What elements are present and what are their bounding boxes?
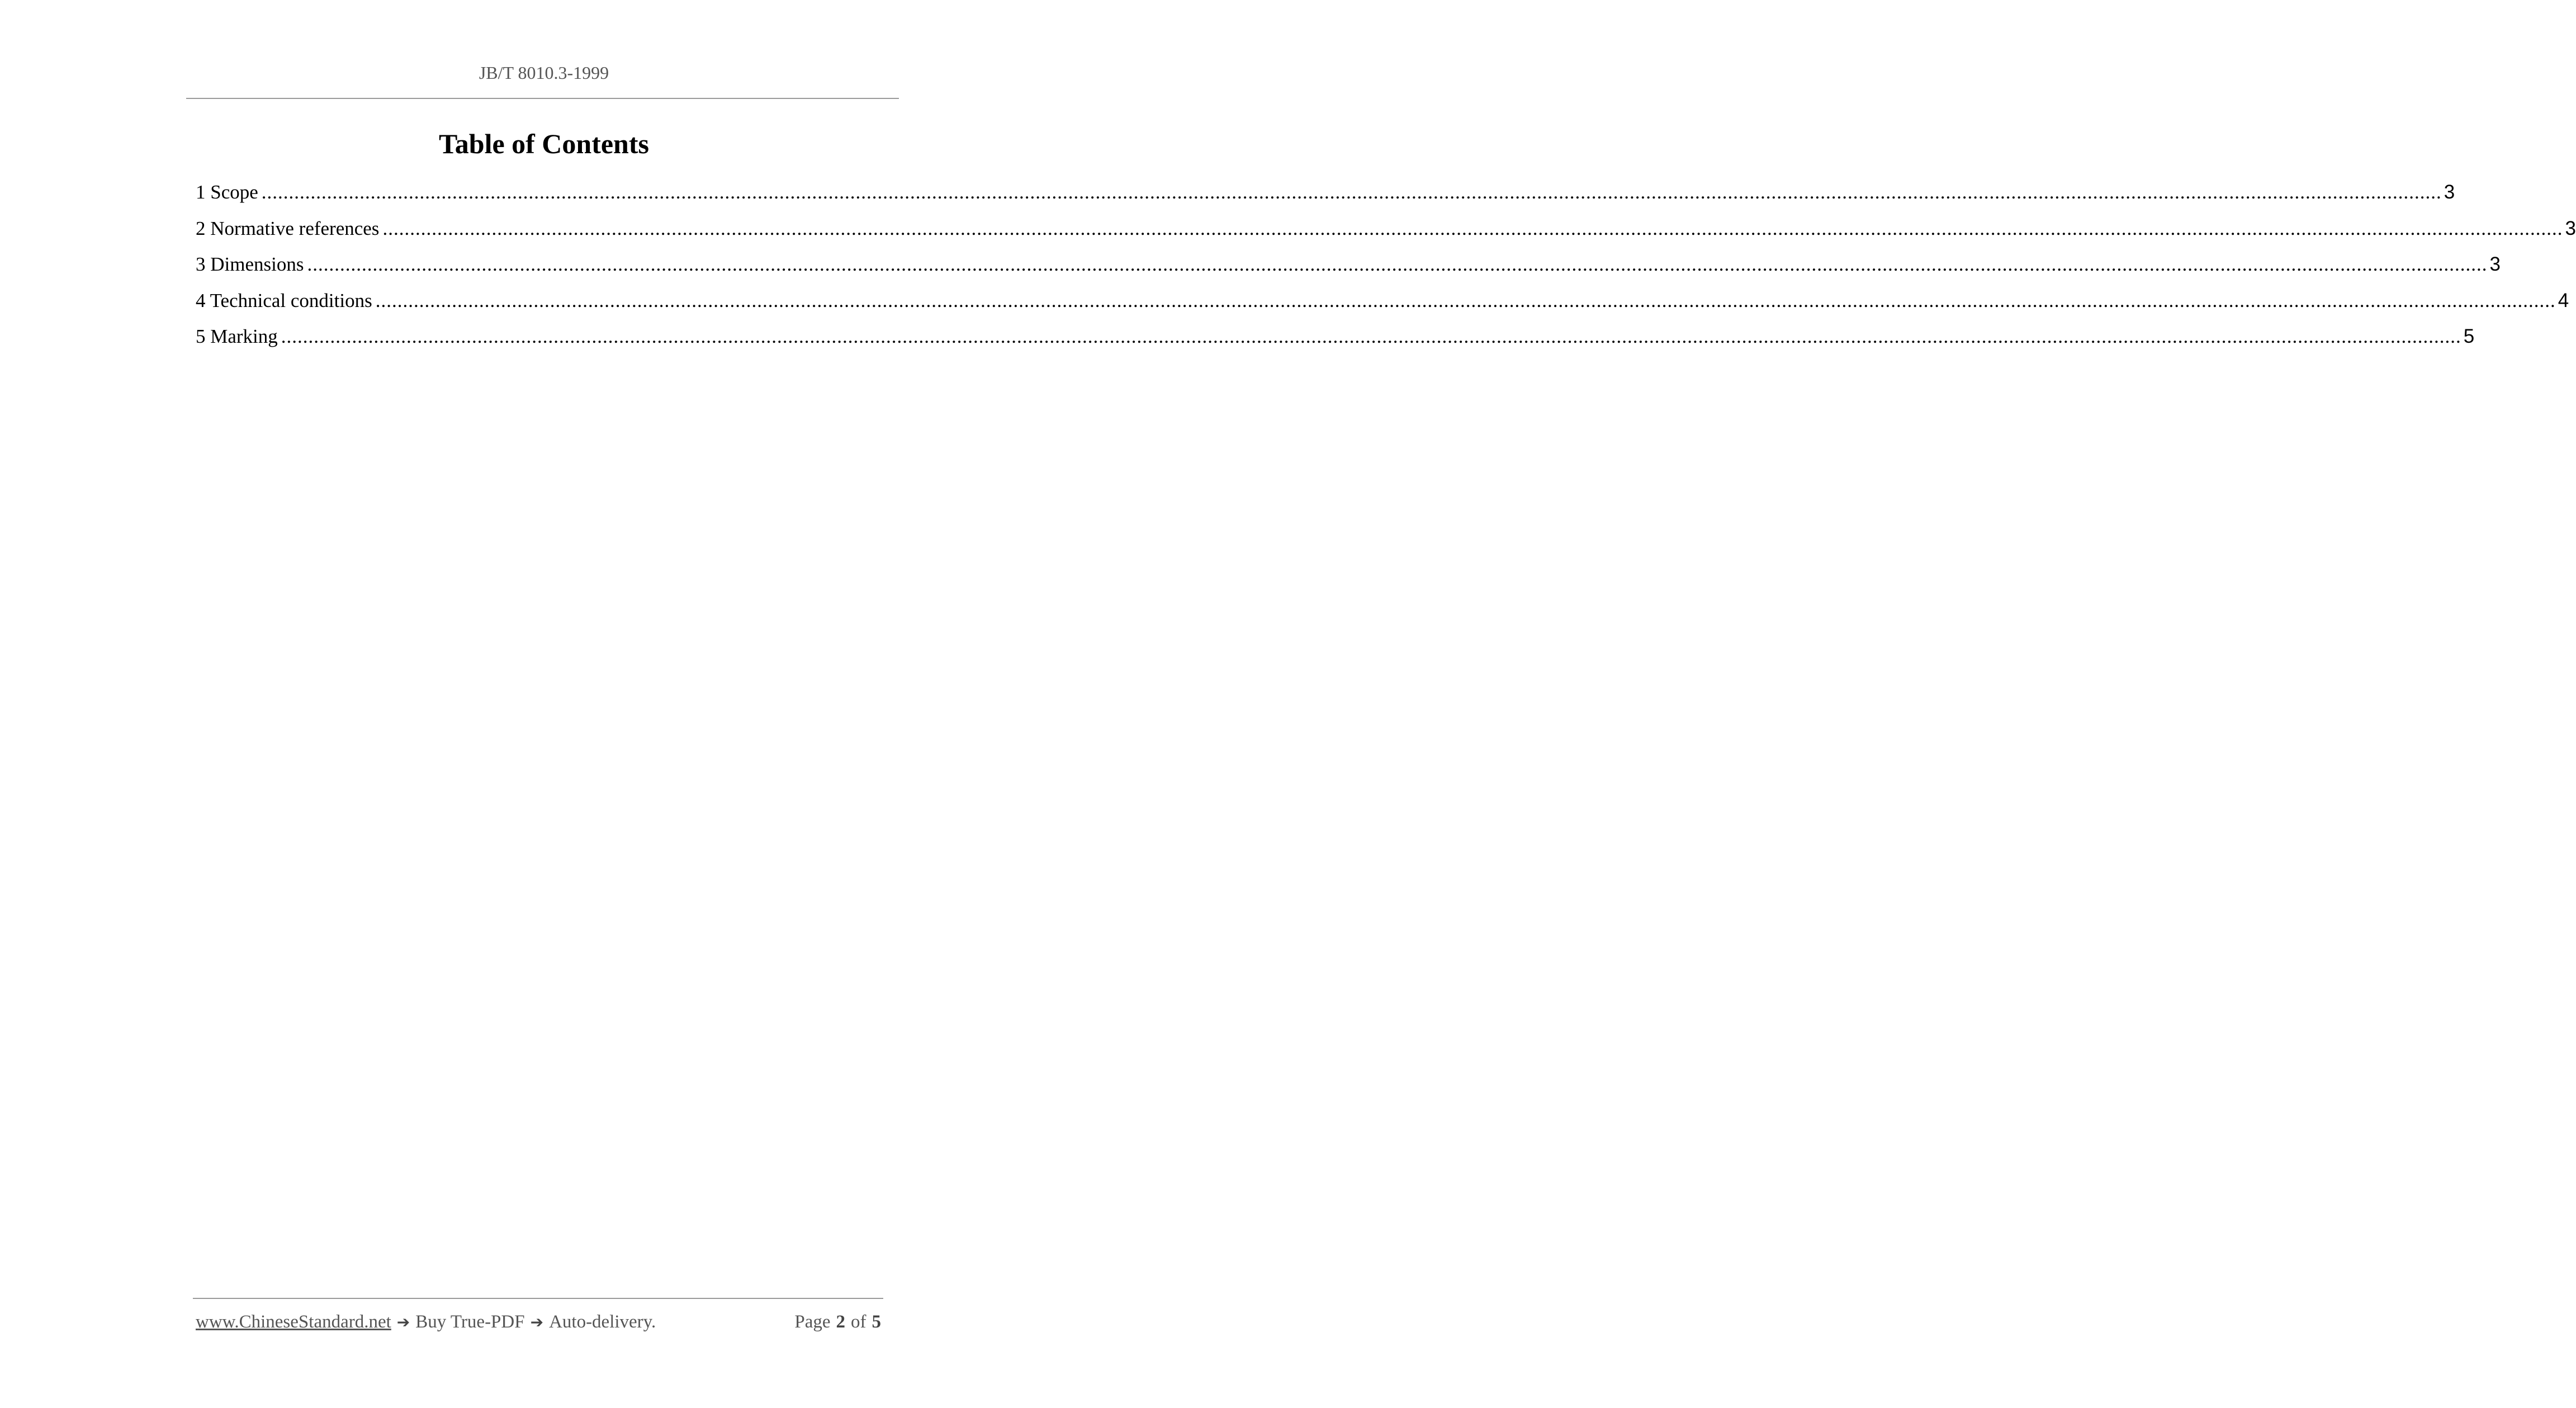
of-word: of <box>851 1312 866 1332</box>
arrow-right-icon: ➔ <box>530 1313 544 1331</box>
footer-step-delivery: Auto-delivery. <box>549 1312 656 1332</box>
toc-entry-label: 1 Scope <box>196 181 258 203</box>
page-indicator <box>794 1312 883 1333</box>
toc-entry-label: 5 Marking <box>196 325 278 347</box>
toc-entry[interactable] <box>196 216 2576 253</box>
toc-entry-label: 2 Normative references <box>196 217 380 239</box>
footer-promo <box>196 1312 656 1333</box>
footer-step-buy: Buy True-PDF <box>415 1312 525 1332</box>
page-footer <box>196 1312 883 1333</box>
toc-title: Table of Contents <box>439 128 649 159</box>
page-word: Page <box>794 1312 831 1332</box>
toc-entry-label: 4 Technical conditions <box>196 289 372 311</box>
footer-divider <box>193 1298 883 1299</box>
header-divider <box>186 98 899 99</box>
toc-entry-page: 3 <box>2489 253 2501 275</box>
toc-entry[interactable] <box>196 180 2455 216</box>
toc-entry-page: 4 <box>2558 289 2569 311</box>
toc-leader-dots: ................................................................................................................................................................................................................................................................................................................................................................................................................ <box>261 181 2442 203</box>
document-id-header: JB/T 8010.3-1999 <box>479 63 609 83</box>
toc-entry[interactable] <box>196 289 2569 325</box>
website-link[interactable]: www.ChineseStandard.net <box>196 1312 391 1332</box>
toc-leader-dots: ................................................................................................................................................................................................................................................................................................................................................................................................................ <box>281 325 2461 347</box>
page-current: 2 <box>836 1312 845 1332</box>
toc-entry-label: 3 Dimensions <box>196 253 304 275</box>
toc-entry[interactable] <box>196 252 2501 289</box>
toc-list <box>196 180 2576 361</box>
toc-leader-dots: ................................................................................................................................................................................................................................................................................................................................................................................................................ <box>382 217 2563 239</box>
page-total: 5 <box>872 1312 881 1332</box>
toc-entry-page: 5 <box>2463 325 2475 347</box>
toc-entry-page: 3 <box>2444 181 2455 203</box>
toc-entry-page: 3 <box>2565 217 2576 239</box>
toc-entry[interactable] <box>196 324 2475 361</box>
arrow-right-icon: ➔ <box>396 1313 410 1331</box>
toc-leader-dots: ................................................................................................................................................................................................................................................................................................................................................................................................................ <box>307 253 2488 275</box>
toc-leader-dots: ................................................................................................................................................................................................................................................................................................................................................................................................................ <box>375 289 2556 311</box>
